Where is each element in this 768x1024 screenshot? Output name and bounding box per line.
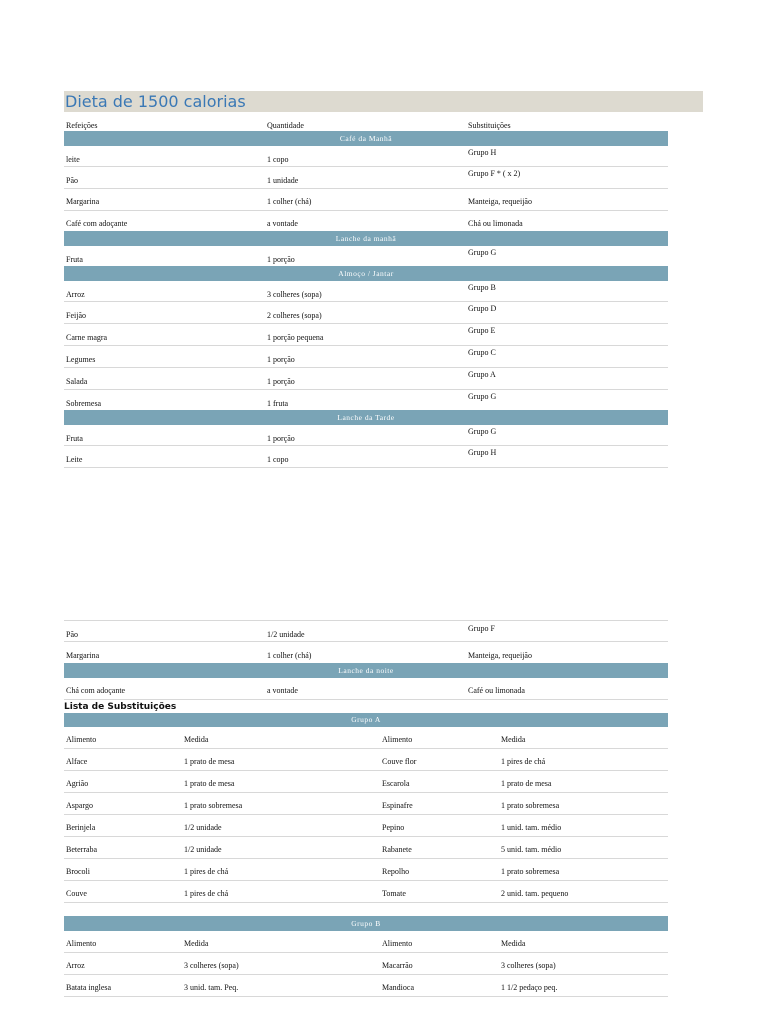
qty-cell: a vontade: [267, 686, 298, 695]
header-substituicoes: Substituições: [468, 121, 511, 130]
qty-cell: 2 colheres (sopa): [267, 311, 322, 320]
food-cell: Alface: [66, 757, 88, 766]
sub-cell: Grupo A: [468, 370, 496, 379]
food-cell: Feijão: [66, 311, 86, 320]
table-row: [64, 167, 668, 189]
food-cell: Margarina: [66, 197, 100, 206]
table-row: [64, 302, 668, 324]
grupo-a-table: [64, 713, 668, 903]
food-cell: Repolho: [382, 867, 410, 876]
measure-cell: 1 prato de mesa: [501, 779, 552, 788]
grupo-a-header-row: [64, 727, 668, 749]
table-row: [64, 189, 668, 211]
measure-cell: 1 prato sobremesa: [501, 867, 560, 876]
sub-cell: Chá ou limonada: [468, 219, 523, 228]
table-row: [64, 425, 668, 446]
measure-cell: 1/2 unidade: [184, 845, 222, 854]
measure-cell: 3 colheres (sopa): [501, 961, 556, 970]
measure-cell: 1 pires de chá: [184, 867, 229, 876]
table-row: [64, 621, 668, 642]
food-cell: Aspargo: [66, 801, 93, 810]
food-cell: Mandioca: [382, 983, 414, 992]
food-cell: Pepino: [382, 823, 405, 832]
sub-cell: Manteiga, requeijão: [468, 651, 532, 660]
food-cell: Margarina: [66, 651, 100, 660]
table-row: [64, 749, 668, 771]
measure-cell: 1 unid. tam. médio: [501, 823, 562, 832]
table-row: [64, 324, 668, 346]
header-alimento: Alimento: [382, 939, 413, 948]
sub-cell: Grupo E: [468, 326, 496, 335]
diet-table: [64, 118, 668, 468]
grupo-b-header-row: [64, 931, 668, 953]
header-alimento: Alimento: [66, 939, 97, 948]
food-cell: Salada: [66, 377, 88, 386]
food-cell: Café com adoçante: [66, 219, 128, 228]
header-alimento: Alimento: [382, 735, 413, 744]
table-row: [64, 246, 668, 266]
measure-cell: 1 1/2 pedaço peq.: [501, 983, 558, 992]
measure-cell: 2 unid. tam. pequeno: [501, 889, 569, 898]
qty-cell: 1 porção: [267, 255, 295, 264]
header-refeicoes: Refeições: [66, 121, 98, 130]
band-almoco-jantar: Almoço / Jantar: [64, 266, 668, 281]
header-quantidade: Quantidade: [267, 121, 304, 130]
food-cell: Espinafre: [382, 801, 413, 810]
qty-cell: 1 porção pequena: [267, 333, 324, 342]
qty-cell: 1 copo: [267, 155, 289, 164]
measure-cell: 1 pires de chá: [184, 889, 229, 898]
food-cell: Tomate: [382, 889, 406, 898]
table-row: [64, 390, 668, 410]
measure-cell: 5 unid. tam. médio: [501, 845, 562, 854]
qty-cell: 3 colheres (sopa): [267, 290, 322, 299]
table-row: [64, 678, 668, 700]
food-cell: Leite: [66, 455, 83, 464]
food-cell: Fruta: [66, 255, 83, 264]
measure-cell: 1 pires de chá: [501, 757, 546, 766]
qty-cell: a vontade: [267, 219, 298, 228]
qty-cell: 1 copo: [267, 455, 289, 464]
food-cell: Rabanete: [382, 845, 412, 854]
food-cell: leite: [66, 155, 80, 164]
page-title: Dieta de 1500 calorias: [65, 92, 246, 111]
food-cell: Escarola: [382, 779, 410, 788]
table-row: [64, 975, 668, 997]
food-cell: Berinjela: [66, 823, 96, 832]
food-cell: Brocoli: [66, 867, 90, 876]
header-medida: Medida: [501, 735, 526, 744]
sub-cell: Grupo F: [468, 624, 495, 633]
header-alimento: Alimento: [66, 735, 97, 744]
band-grupo-b: Grupo B: [64, 916, 668, 931]
sub-cell: Manteiga, requeijão: [468, 197, 532, 206]
table-row: [64, 837, 668, 859]
food-cell: Couve flor: [382, 757, 417, 766]
table-row: [64, 211, 668, 231]
food-cell: Fruta: [66, 434, 83, 443]
measure-cell: 1 prato de mesa: [184, 779, 235, 788]
sub-cell: Grupo D: [468, 304, 497, 313]
food-cell: Carne magra: [66, 333, 108, 342]
sub-cell: Grupo F * ( x 2): [468, 169, 521, 178]
title-bar: [64, 91, 703, 112]
table-row: [64, 953, 668, 975]
qty-cell: 1/2 unidade: [267, 630, 305, 639]
food-cell: Agrião: [66, 779, 89, 788]
sub-cell: Grupo G: [468, 248, 497, 257]
header-medida: Medida: [501, 939, 526, 948]
food-cell: Pão: [66, 630, 78, 639]
food-cell: Chá com adoçante: [66, 686, 126, 695]
qty-cell: 1 porção: [267, 355, 295, 364]
header-medida: Medida: [184, 939, 209, 948]
food-cell: Pão: [66, 176, 78, 185]
food-cell: Beterraba: [66, 845, 98, 854]
band-lanche-da-noite: Lanche da noite: [64, 663, 668, 678]
sub-cell: Café ou limonada: [468, 686, 525, 695]
sub-cell: Grupo B: [468, 283, 496, 292]
table-row: [64, 146, 668, 167]
measure-cell: 1 prato sobremesa: [184, 801, 243, 810]
sub-cell: Grupo H: [468, 148, 497, 157]
qty-cell: 1 porção: [267, 377, 295, 386]
measure-cell: 1 prato de mesa: [184, 757, 235, 766]
qty-cell: 1 colher (chá): [267, 651, 312, 660]
table-row: [64, 346, 668, 368]
band-grupo-a: Grupo A: [64, 713, 668, 727]
qty-cell: 1 unidade: [267, 176, 299, 185]
sub-cell: Grupo G: [468, 427, 497, 436]
measure-cell: 1/2 unidade: [184, 823, 222, 832]
qty-cell: 1 colher (chá): [267, 197, 312, 206]
table-row: [64, 642, 668, 663]
band-cafe-da-manha: Café da Manhã: [64, 131, 668, 146]
sub-cell: Grupo C: [468, 348, 496, 357]
table-row: [64, 859, 668, 881]
qty-cell: 1 porção: [267, 434, 295, 443]
measure-cell: 3 unid. tam. Peq.: [184, 983, 239, 992]
header-medida: Medida: [184, 735, 209, 744]
table-row: [64, 446, 668, 468]
sub-cell: Grupo G: [468, 392, 497, 401]
food-cell: Arroz: [66, 290, 85, 299]
table-row: [64, 793, 668, 815]
food-cell: Sobremesa: [66, 399, 102, 408]
band-lanche-da-tarde: Lanche da Tarde: [64, 410, 668, 425]
table-row: [64, 281, 668, 302]
food-cell: Legumes: [66, 355, 96, 364]
qty-cell: 1 fruta: [267, 399, 289, 408]
table-row: [64, 881, 668, 903]
sub-cell: Grupo H: [468, 448, 497, 457]
table-row: [64, 771, 668, 793]
food-cell: Couve: [66, 889, 87, 898]
diet-table-continued: [64, 620, 668, 700]
measure-cell: 3 colheres (sopa): [184, 961, 239, 970]
grupo-b-table: [64, 916, 668, 997]
band-lanche-da-manha: Lanche da manhã: [64, 231, 668, 246]
table-row: [64, 368, 668, 390]
table-row: [64, 815, 668, 837]
table-header-row: [64, 118, 668, 131]
food-cell: Macarrão: [382, 961, 413, 970]
substitutions-title: Lista de Substituições: [64, 702, 177, 712]
food-cell: Arroz: [66, 961, 85, 970]
food-cell: Batata inglesa: [66, 983, 112, 992]
measure-cell: 1 prato sobremesa: [501, 801, 560, 810]
